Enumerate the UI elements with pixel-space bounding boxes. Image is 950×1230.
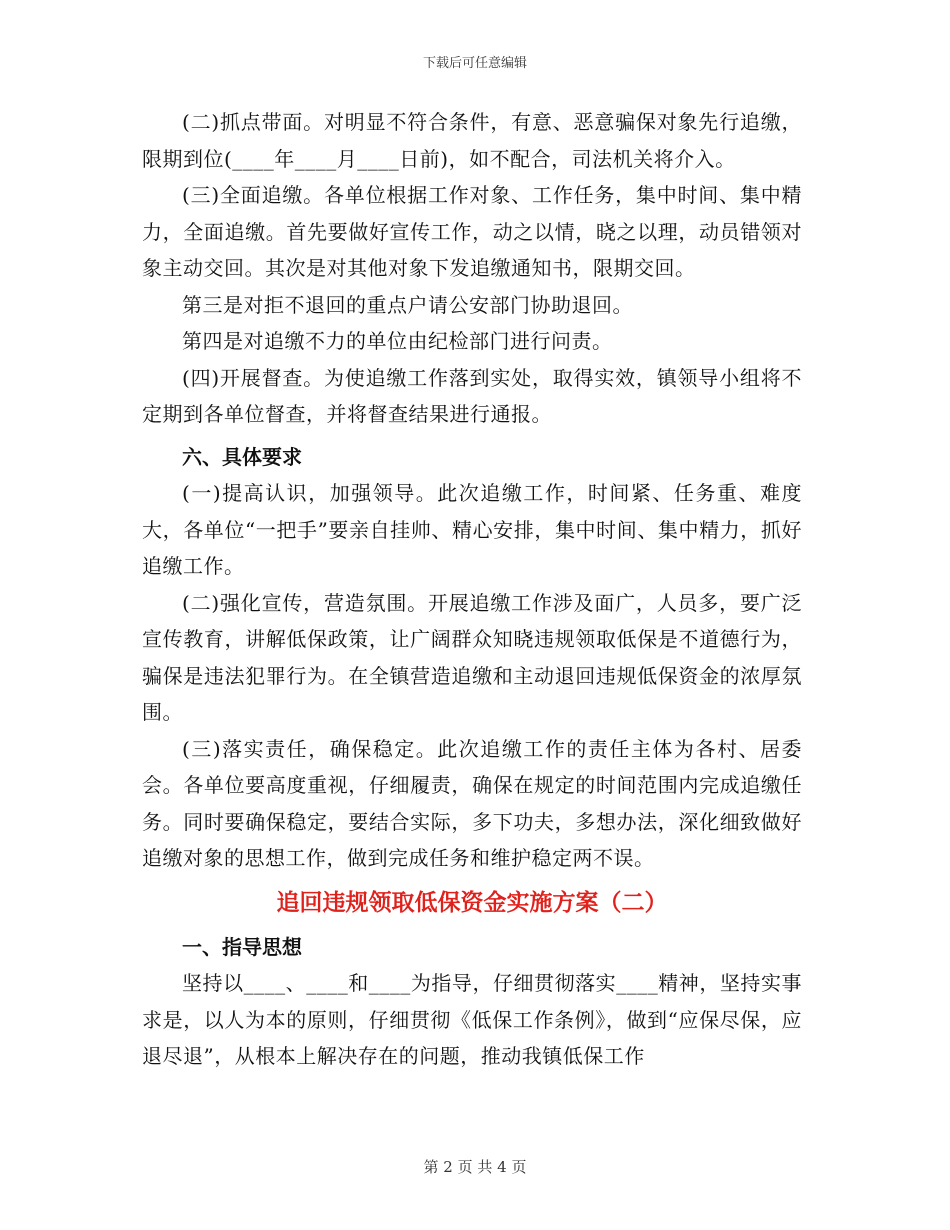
paragraph-third-step: 第三是对拒不退回的重点户请公安部门协助退回。 xyxy=(182,292,633,317)
section-heading-requirements: 六、具体要求 xyxy=(182,444,302,469)
document-title: 追回违规领取低保资金实施方案（二） xyxy=(276,889,668,916)
section-heading-guiding-ideology: 一、指导思想 xyxy=(182,934,302,959)
paragraph-fourth-step: 第四是对追缴不力的单位由纪检部门进行问责。 xyxy=(182,329,613,353)
paragraph-publicity: (二)强化宣传，营造氛围。开展追缴工作涉及面广，人员多，要广泛宣传教育，讲解低保政策，让广阔群众知晓违规领取低保是不道德行为，骗保是违法犯罪行为。在全镇营造追缴和主动退回违规低保资金的浓厚氛围。 xyxy=(142,590,802,724)
document-body xyxy=(142,104,802,1075)
page-header: 下载后可任意编辑 xyxy=(422,56,527,71)
paragraph-grasp-points: (二)抓点带面。对明显不符合条件，有意、恶意骗保对象先行追缴，限期到位(____年____月____日前)，如不配合，司法机关将介入。 xyxy=(142,110,802,171)
paragraph-responsibility: (三)落实责任，确保稳定。此次追缴工作的责任主体为各村、居委会。各单位要高度重视，仔细履责，确保在规定的时间范围内完成追缴任务。同时要确保稳定，要结合实际，多下功夫，多想办法，深化细致做好追缴对象的思想工作，做到完成任务和维护稳定两不误。 xyxy=(142,736,802,870)
paragraph-supervision: (四)开展督查。为使追缴工作落到实处，取得实效，镇领导小组将不定期到各单位督查，并将督查结果进行通报。 xyxy=(142,365,802,426)
paragraph-full-recovery: (三)全面追缴。各单位根据工作对象、工作任务，集中时间、集中精力，全面追缴。首先要做好宣传工作，动之以情，晓之以理，动员错领对象主动交回。其次是对其他对象下发追缴通知书，限期交回。 xyxy=(142,183,802,280)
page-footer: 第 2 页 共 4 页 xyxy=(423,1158,527,1176)
paragraph-guiding-ideology: 坚持以____、____和____为指导，仔细贯彻落实____精神，坚持实事求是，以人为本的原则，仔细贯彻《低保工作条例》，做到“应保尽保，应退尽退”，从根本上解决存在的问题，推动我镇低保工作 xyxy=(142,971,802,1068)
paragraph-leadership: (一)提高认识，加强领导。此次追缴工作，时间紧、任务重、难度大，各单位“一把手”要亲自挂帅、精心安排，集中时间、集中精力，抓好追缴工作。 xyxy=(142,481,802,578)
